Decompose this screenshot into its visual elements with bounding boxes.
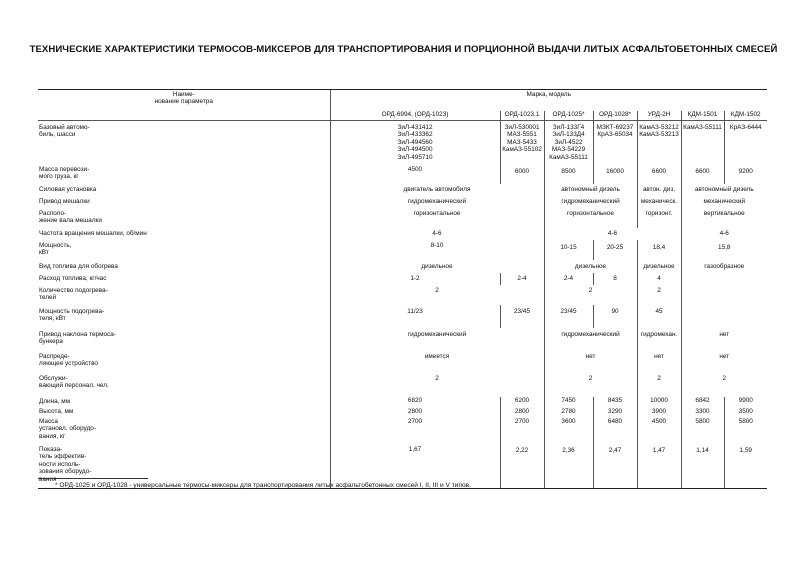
cell: двигатель автомобиля <box>330 184 544 196</box>
label-line: ности исполь- <box>39 460 81 468</box>
row-mixer-speed <box>38 228 767 240</box>
row-label: Высота, мм <box>39 408 74 415</box>
cell: 8 <box>593 273 637 285</box>
row-label: Привод мешалки <box>39 198 90 205</box>
label-line: ляющее устройство <box>39 360 98 368</box>
param-header-line: Наиме- <box>172 91 195 98</box>
model-header: КДМ-1501 <box>681 111 724 121</box>
cell <box>330 121 500 167</box>
row-label <box>38 166 330 184</box>
label-line: тель эффектив- <box>39 453 87 461</box>
label-line: Обслужи- <box>39 375 68 382</box>
row-length <box>38 397 767 408</box>
row-heating-fuel <box>38 260 767 273</box>
row-shaft-position <box>38 208 767 228</box>
row-label: Вид топлива для обогрева <box>39 263 118 270</box>
cell: 1,67 <box>330 446 500 489</box>
row-label <box>38 351 330 373</box>
label-line: жение вала мешалки <box>39 217 102 225</box>
cell: 6200 <box>500 397 544 408</box>
label-line: мого груза, кг <box>39 173 79 181</box>
cell: 4-6 <box>544 228 681 240</box>
cell-line: ЗиЛ-133Д4 <box>552 131 585 139</box>
cell: 1-2 <box>330 273 500 285</box>
cell: горизонтальное <box>330 208 544 228</box>
empty-cell <box>38 111 330 121</box>
cell: 2,47 <box>593 446 637 489</box>
row-label <box>38 373 330 397</box>
param-header <box>38 90 330 112</box>
cell-line: КамАЗ-55111 <box>549 153 588 161</box>
cell: 6600 <box>681 166 724 184</box>
cell: 8435 <box>593 397 637 408</box>
cell: 10000 <box>637 397 681 408</box>
cell: гидромеханический <box>544 196 637 208</box>
row-label <box>38 121 330 167</box>
row-power <box>38 240 767 260</box>
cell-line: ЗиЛ-494500 <box>397 146 433 154</box>
label-line: Масса перевози- <box>39 166 90 173</box>
label-line: биль, шасси <box>39 131 76 139</box>
cell: 2 <box>637 373 681 397</box>
cell: 4-6 <box>681 228 767 240</box>
model-header: ОРД-1025* <box>544 111 593 121</box>
cell: 18,4 <box>637 240 681 260</box>
label-line: вания <box>39 475 57 483</box>
label-line: установл. оборудо- <box>39 425 96 433</box>
label-line: Мощность, <box>39 242 72 249</box>
cell: горизонт. <box>637 208 681 228</box>
model-header: ОРД-6994, (ОРД-1023) <box>330 111 500 121</box>
cell: дизельное <box>544 260 637 273</box>
label-line: Располо- <box>39 210 67 217</box>
empty-cell <box>681 285 767 305</box>
row-height <box>38 408 767 418</box>
cell: 5800 <box>724 418 767 446</box>
page-title: ТЕХНИЧЕСКИЕ ХАРАКТЕРИСТИКИ ТЕРМОСОВ-МИКСЕРОВ ДЛЯ ТРАНСПОРТИРОВАНИЯ И ПОРЦИОННОЙ ВЫДАЧИ ЛИТЫХ АСФАЛЬТОБЕТОННЫХ СМЕСЕЙ <box>29 44 778 55</box>
cell: 7450 <box>544 397 593 408</box>
cell-line: ЗиЛ-431412 <box>397 124 433 131</box>
cell: механическ. <box>637 196 681 208</box>
cell: 90 <box>593 305 637 328</box>
cell-line: КамАЗ-53212 <box>639 124 679 131</box>
cell: 2 <box>544 285 637 305</box>
cell: 8500 <box>544 166 593 184</box>
row-power-unit <box>38 184 767 196</box>
cell: 6600 <box>637 166 681 184</box>
model-header: ОРД-1028* <box>593 111 637 121</box>
cell: 20-25 <box>593 240 637 260</box>
cell: 2700 <box>500 418 544 446</box>
cell: 4500 <box>637 418 681 446</box>
cell: 2 <box>330 285 544 305</box>
label-line: Показа- <box>39 446 63 453</box>
cell: 2-4 <box>500 273 544 285</box>
cell: 2,22 <box>500 446 544 489</box>
cell: нет <box>544 351 637 373</box>
cell: 1,14 <box>681 446 724 489</box>
label-line: вающий персонал, чел. <box>39 382 109 390</box>
cell: газообразное <box>681 260 767 273</box>
cell: 2,36 <box>544 446 593 489</box>
cell: 9900 <box>724 397 767 408</box>
cell: 9200 <box>724 166 767 184</box>
label-line: Распреде- <box>39 353 70 360</box>
label-line: Масса <box>39 418 58 425</box>
cell: 2800 <box>500 408 544 418</box>
cell: 16000 <box>593 166 637 184</box>
cell: 6820 <box>330 397 500 408</box>
empty-cell <box>681 305 767 328</box>
cell: дизельное <box>637 260 681 273</box>
footnote: * ОРД-1025 и ОРД-1028 - универсальные термосы-миксеры для транспортирования литых асфальтобетонных смесей I, II, III и V типов. <box>55 482 471 489</box>
cell-line: КрАЗ-65034 <box>597 131 633 139</box>
cell: нет <box>681 328 767 351</box>
row-distributor <box>38 351 767 373</box>
cell: 11/23 <box>330 305 500 328</box>
cell: 2800 <box>330 408 500 418</box>
row-mixer-drive <box>38 196 767 208</box>
model-header: УРД-2Н <box>637 111 681 121</box>
cell: 4500 <box>330 166 500 184</box>
cell: автон. диз. <box>637 184 681 196</box>
row-label: Расход топлива, кг/час <box>39 275 107 282</box>
param-header-line: нование параметра <box>154 98 213 106</box>
label-line: бункера <box>39 338 63 346</box>
cell: 1,59 <box>724 446 767 489</box>
cell: 45 <box>637 305 681 328</box>
cell: нет <box>681 351 767 373</box>
brand-header: Марка, модель <box>330 90 767 112</box>
cell: 3600 <box>544 418 593 446</box>
cell: 2700 <box>330 418 500 446</box>
cell: 3900 <box>637 408 681 418</box>
row-label <box>38 285 330 305</box>
cell <box>637 121 681 167</box>
header-row-top <box>38 90 767 112</box>
model-header: ОРД-1023.1 <box>500 111 544 121</box>
cell: нет <box>637 351 681 373</box>
label-line: телей <box>39 294 57 302</box>
row-tilt-drive <box>38 328 767 351</box>
row-label <box>38 240 330 260</box>
cell <box>500 121 544 167</box>
cell-line: МАЗ-5433 <box>507 138 537 146</box>
specs-table <box>38 89 767 489</box>
cell: 23/45 <box>544 305 593 328</box>
row-fuel-consumption <box>38 273 767 285</box>
label-line: Базовый автомо- <box>39 124 90 131</box>
model-header-row <box>38 111 767 121</box>
label-line: Количество подогрева- <box>39 287 108 294</box>
label-line: Мощность подогрева- <box>39 308 105 315</box>
row-heaters-count <box>38 285 767 305</box>
footnote-divider <box>38 478 148 479</box>
cell: 15,8 <box>681 240 767 260</box>
cell <box>593 121 637 167</box>
cell-line: ЗиЛ-433362 <box>397 131 433 139</box>
cell: гидромеханический <box>544 328 637 351</box>
cell: 10-15 <box>544 240 593 260</box>
row-label <box>38 418 330 446</box>
cell: 2-4 <box>544 273 593 285</box>
cell: гидромеханический <box>330 196 544 208</box>
cell-line: КамАЗ-53213 <box>639 131 679 139</box>
cell: 4 <box>637 273 681 285</box>
cell-line: ЗиЛ-530001 <box>504 124 540 131</box>
cell: 6480 <box>593 418 637 446</box>
cell: 3290 <box>593 408 637 418</box>
row-label: Силовая установка <box>39 186 97 193</box>
label-line: теля, кВт <box>39 315 66 323</box>
empty-cell <box>681 273 767 285</box>
row-label: Частота вращения мешалки, об/мин <box>39 230 147 237</box>
cell: 2 <box>637 285 681 305</box>
cell: дизельное <box>330 260 544 273</box>
cell: горизонтальное <box>544 208 637 228</box>
cell: 3300 <box>681 408 724 418</box>
row-label <box>38 305 330 328</box>
cell: автономный дизель <box>544 184 637 196</box>
cell: гидромехан. <box>637 328 681 351</box>
cell: 2 <box>544 373 637 397</box>
row-label <box>38 208 330 228</box>
label-line: Привод наклона термоса- <box>39 331 116 338</box>
cell: 6000 <box>500 166 544 184</box>
label-line: кВт <box>39 249 49 257</box>
model-header: КДМ-1502 <box>724 111 767 121</box>
cell-line: МАЗ-54229 <box>551 146 586 154</box>
cell: 3500 <box>724 408 767 418</box>
cell-line: ЗиЛ-495710 <box>397 153 433 161</box>
cell: КамАЗ-55111 <box>681 121 724 167</box>
cell: 23/45 <box>500 305 544 328</box>
cell: КрАЗ-6444 <box>724 121 767 167</box>
cell: гидромеханический <box>330 328 544 351</box>
cell: 8-10 <box>330 240 544 260</box>
row-staff <box>38 373 767 397</box>
cell: 6842 <box>681 397 724 408</box>
cell: 4-6 <box>330 228 544 240</box>
cell: 1,47 <box>637 446 681 489</box>
cell: 2 <box>681 373 767 397</box>
cell: 2 <box>330 373 544 397</box>
cell-line: ЗиЛ-133Г4 <box>552 124 585 131</box>
cell: 2780 <box>544 408 593 418</box>
row-mass-cargo <box>38 166 767 184</box>
row-label: Длина, мм <box>39 398 71 405</box>
cell: имеется <box>330 351 544 373</box>
cell-line: МЗКТ-69237 <box>596 124 634 131</box>
row-chassis <box>38 121 767 167</box>
cell-line: ЗиЛ-494560 <box>397 138 433 146</box>
cell-line: КамАЗ-55102 <box>502 146 542 154</box>
cell-line: ЗиЛ-4522 <box>554 138 583 146</box>
row-heater-power <box>38 305 767 328</box>
cell: механический <box>681 196 767 208</box>
cell: автономный дизель <box>681 184 767 196</box>
cell-line: МАЗ-5551 <box>507 131 537 139</box>
label-line: вания, кг <box>39 432 66 440</box>
cell <box>544 121 593 167</box>
cell: вертикальное <box>681 208 767 228</box>
cell: 5800 <box>681 418 724 446</box>
row-equipment-mass <box>38 418 767 446</box>
row-label <box>38 328 330 351</box>
label-line: зования оборудо- <box>39 468 92 476</box>
